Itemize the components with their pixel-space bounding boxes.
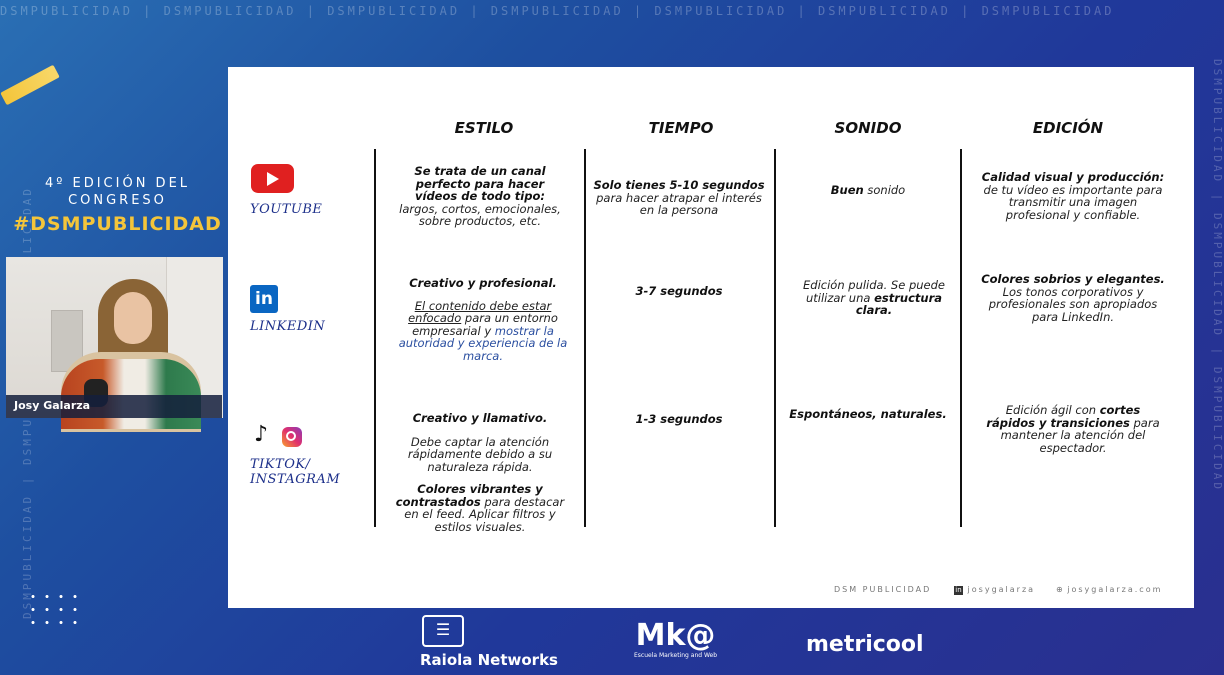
speaker-webcam — [6, 257, 222, 418]
congress-label: CONGRESO — [68, 193, 167, 208]
platform-linkedin: LINKEDIN — [250, 319, 326, 334]
column-divider — [374, 149, 376, 527]
speaker-face — [114, 292, 152, 344]
presentation-slide — [228, 67, 1194, 608]
raiola-name: Raiola Networks — [420, 651, 558, 669]
congress-edition: 4º EDICIÓN DEL — [44, 176, 191, 191]
linkedin-icon: in — [250, 285, 278, 313]
column-divider — [960, 149, 962, 527]
metricool-logo: metricool — [806, 632, 924, 657]
youtube-tiempo — [593, 179, 765, 217]
linkedin-estilo-mid: para un entorno empresarial y — [412, 311, 558, 338]
linkedin-tiempo — [593, 285, 765, 298]
globe-icon: ⊕ — [1056, 585, 1063, 594]
youtube-icon — [251, 164, 294, 193]
youtube-sonido-rest: sonido — [863, 183, 906, 197]
linkedin-small-icon: in — [955, 586, 962, 594]
tiktok-icon: ♪ — [254, 422, 269, 447]
speaker-name: Josy Galarza — [14, 399, 91, 412]
header-sonido: SONIDO — [834, 119, 902, 137]
tiktok-edicion-bold: cortes rápidos y transiciones — [986, 403, 1141, 430]
platform-tiktok: TIKTOK/ — [250, 457, 311, 472]
linkedin-tiempo-value: 3-7 segundos — [635, 284, 723, 298]
footer-web — [1056, 585, 1162, 594]
youtube-edicion-bold: Calidad visual y producción: — [981, 170, 1165, 184]
linkedin-estilo-underlined: El contenido debe estar enfocado — [408, 298, 552, 325]
linkedin-edicion-rest: Los tonos corporativos y profesionales son apropiados para LinkedIn. — [988, 284, 1158, 324]
linkedin-edicion-bold: Colores sobrios y elegantes. — [981, 272, 1165, 286]
linkedin-sonido-rest: Edición pulida. Se puede utilizar una — [803, 278, 945, 305]
tiktok-sonido-value: Espontáneos, naturales. — [789, 407, 947, 421]
header-edicion: EDICIÓN — [1032, 119, 1104, 137]
tiktok-edicion — [980, 404, 1166, 454]
speaker-sweater — [61, 359, 201, 429]
platform-youtube: YOUTUBE — [250, 202, 323, 217]
column-divider — [584, 149, 586, 527]
youtube-tiempo-bold: Solo tienes 5-10 segundos — [593, 178, 765, 192]
tiktok-tiempo — [593, 413, 765, 426]
platform-instagram: INSTAGRAM — [250, 472, 341, 487]
side-watermark-right: DSMPUBLICIDAD | DSMPUBLICIDAD | DSMPUBLICIDAD — [1211, 59, 1224, 493]
youtube-edicion — [980, 171, 1166, 221]
linkedin-estilo-blue: mostrar la autoridad y experiencia de la marca. — [398, 323, 568, 363]
youtube-estilo-bold: Se trata de un canal perfecto para hacer vídeos de todo tipo: — [414, 164, 546, 203]
youtube-estilo — [394, 165, 566, 228]
tiktok-estilo-rest2: para destacar en el feed. Aplicar filtros y estilos visuales. — [404, 494, 565, 534]
mk-name: Mk@ — [635, 618, 716, 653]
linkedin-edicion — [980, 273, 1166, 323]
tiktok-tiempo-value: 1-3 segundos — [635, 412, 723, 426]
dot-grid-decoration — [26, 590, 86, 630]
tiktok-edicion-pre: Edición ágil con — [1005, 403, 1100, 417]
tiktok-estilo-bold2: Colores vibrantes y contrastados — [395, 482, 543, 509]
column-divider — [774, 149, 776, 527]
mk-subtitle: Escuela Marketing and Web — [634, 652, 718, 659]
footer-linkedin-handle: josygalarza — [967, 585, 1036, 594]
linkedin-sonido-bold: estructura clara. — [855, 290, 943, 317]
tiktok-estilo-rest: Debe captar la atención rápidamente debido a su naturaleza rápida. — [407, 434, 553, 474]
tiktok-edicion-rest: para mantener la atención del espectador. — [1000, 415, 1160, 455]
congress-title — [10, 175, 225, 235]
footer-website: josygalarza.com — [1067, 585, 1163, 594]
mk-logo — [634, 620, 717, 659]
watermark-band: DSMPUBLICIDAD | DSMPUBLICIDAD | DSMPUBLICIDAD | DSMPUBLICIDAD | DSMPUBLICIDAD | DSMPUBLICIDAD | DSMPUBLICIDAD — [0, 4, 1115, 18]
instagram-icon — [282, 427, 302, 447]
footer-linkedin — [954, 585, 1035, 595]
header-estilo: ESTILO — [454, 119, 514, 137]
server-icon: ☰ — [422, 615, 464, 647]
youtube-edicion-rest: de tu vídeo es importante para transmitir una imagen profesional y confiable. — [983, 182, 1163, 222]
speaker-name-bar — [6, 395, 222, 418]
linkedin-sonido — [794, 279, 954, 317]
youtube-estilo-rest: largos, cortos, emocionales, sobre productos, etc. — [399, 201, 561, 228]
congress-hashtag: #DSMPUBLICIDAD — [13, 213, 222, 235]
youtube-sonido-bold: Buen — [830, 183, 864, 197]
tiktok-estilo-bold: Creativo y llamativo. — [412, 411, 548, 425]
youtube-sonido — [784, 184, 952, 197]
tiktok-estilo — [394, 412, 566, 533]
footer-brand: DSM PUBLICIDAD — [834, 585, 932, 594]
linkedin-estilo — [394, 277, 572, 362]
tiktok-sonido — [784, 408, 952, 421]
header-tiempo: TIEMPO — [648, 119, 714, 137]
platform-tiktok-instagram — [250, 457, 340, 487]
raiola-logo — [420, 615, 558, 669]
linkedin-estilo-bold: Creativo y profesional. — [409, 276, 557, 290]
youtube-tiempo-rest: para hacer atrapar el interés en la persona — [596, 190, 762, 217]
